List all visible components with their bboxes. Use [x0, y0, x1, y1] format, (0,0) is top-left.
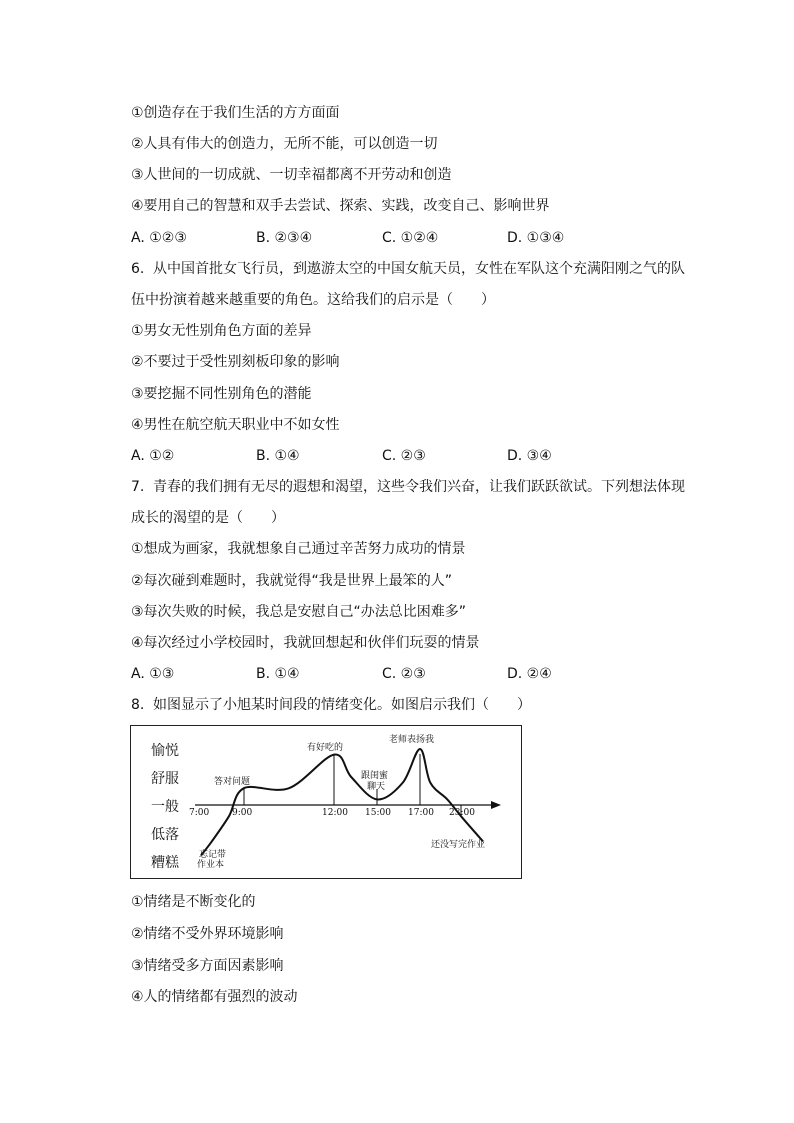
q6-option-d[interactable]: D. ③④: [507, 448, 552, 464]
x-tick-label: 17:00: [408, 808, 434, 818]
q6-item-3: ③要挖掘不同性别角色的潜能: [131, 386, 312, 402]
q5-option-a[interactable]: A. ①②③: [131, 230, 187, 246]
annotation-label: 有好吃的: [307, 743, 344, 753]
annotation-label: 跟闺蜜: [361, 771, 389, 781]
q6-item-2: ②不要过于受性别刻板印象的影响: [131, 354, 340, 370]
q6-option-a[interactable]: A. ①②: [131, 448, 175, 464]
q7-item-1: ①想成为画家，我就想象自己通过辛苦努力成功的情景: [131, 541, 466, 557]
q6-item-1: ①男女无性别角色方面的差异: [131, 323, 312, 339]
y-level-label: 愉悦: [151, 743, 179, 759]
q7-option-d[interactable]: D. ②④: [507, 666, 552, 682]
emotion-chart: [130, 725, 522, 879]
q5-item-3: ③人世间的一切成就、一切幸福都离不开劳动和创造: [131, 167, 452, 183]
q5-option-c[interactable]: C. ①②④: [382, 230, 439, 246]
annotation-label: 作业本: [197, 860, 225, 870]
q7-item-3: ③每次失败的时候，我总是安慰自己“办法总比困难多”: [131, 604, 467, 620]
q6-stem-text: 从中国首批女飞行员，到遨游太空的中国女航天员，女性在军队这个充满阳刚之气的队: [153, 261, 685, 277]
q7-stem-text: 青春的我们拥有无尽的遐想和渴望，这些令我们兴奋，让我们跃跃欲试。下列想法体现: [153, 479, 685, 495]
q8-stem: [131, 696, 531, 714]
q6-item-4: ④男性在航空航天职业中不如女性: [131, 417, 340, 433]
x-tick-label: 9:00: [232, 808, 253, 818]
y-level-label: 低落: [151, 827, 179, 843]
q5-item-1: ①创造存在于我们生活的方方面面: [131, 105, 340, 121]
annotation-label: 忘记带: [199, 850, 227, 860]
annotation-label: 老师表扬我: [389, 735, 435, 745]
q5-option-d[interactable]: D. ①③④: [507, 230, 565, 246]
annotation-label: 还没写完作业: [431, 840, 486, 850]
x-tick-label: 12:00: [322, 808, 348, 818]
q8-number: 8.: [131, 697, 145, 713]
q8-item-3: ③情绪受多方面因素影响: [131, 958, 284, 974]
q8-item-4: ④人的情绪都有强烈的波动: [131, 989, 298, 1005]
q8-stem-text: 如图显示了小旭某时间段的情绪变化。如图启示我们（ ）: [153, 697, 531, 713]
x-tick-label: 23:00: [449, 808, 475, 818]
annotation-label: 答对问题: [214, 777, 251, 787]
emotion-chart-svg: [131, 726, 521, 878]
y-level-label: 糟糕: [151, 855, 179, 871]
q7-item-4: ④每次经过小学校园时，我就回想起和伙伴们玩耍的情景: [131, 635, 480, 651]
q7-option-c[interactable]: C. ②③: [382, 666, 426, 682]
q7-number: 7.: [131, 479, 145, 495]
q7-option-b[interactable]: B. ①④: [256, 666, 300, 682]
q6-option-c[interactable]: C. ②③: [382, 448, 426, 464]
q6-number: 6.: [131, 261, 145, 277]
q7-stem-line-1: [131, 478, 685, 496]
q6-option-b[interactable]: B. ①④: [256, 448, 300, 464]
q5-option-b[interactable]: B. ②③④: [256, 230, 313, 246]
q5-item-4: ④要用自己的智慧和双手去尝试、探索、实践，改变自己、影响世界: [131, 198, 550, 214]
annotation-label: 聊天: [367, 782, 386, 792]
x-tick-label: 15:00: [365, 808, 391, 818]
y-level-label: 一般: [151, 799, 179, 815]
y-level-label: 舒服: [151, 771, 179, 787]
q8-item-2: ②情绪不受外界环境影响: [131, 926, 284, 942]
q6-stem-line-1: [131, 260, 685, 278]
q7-stem-line-2: 成长的渴望的是（ ）: [131, 510, 285, 526]
x-axis-arrow: [491, 801, 501, 809]
q7-item-2: ②每次碰到难题时，我就觉得“我是世界上最笨的人”: [131, 573, 453, 589]
q5-item-2: ②人具有伟大的创造力，无所不能，可以创造一切: [131, 136, 438, 152]
q8-item-1: ①情绪是不断变化的: [131, 894, 256, 910]
x-tick-label: 7:00: [189, 808, 210, 818]
q7-option-a[interactable]: A. ①③: [131, 666, 175, 682]
q6-stem-line-2: 伍中扮演着越来越重要的角色。这给我们的启示是（ ）: [131, 292, 495, 308]
